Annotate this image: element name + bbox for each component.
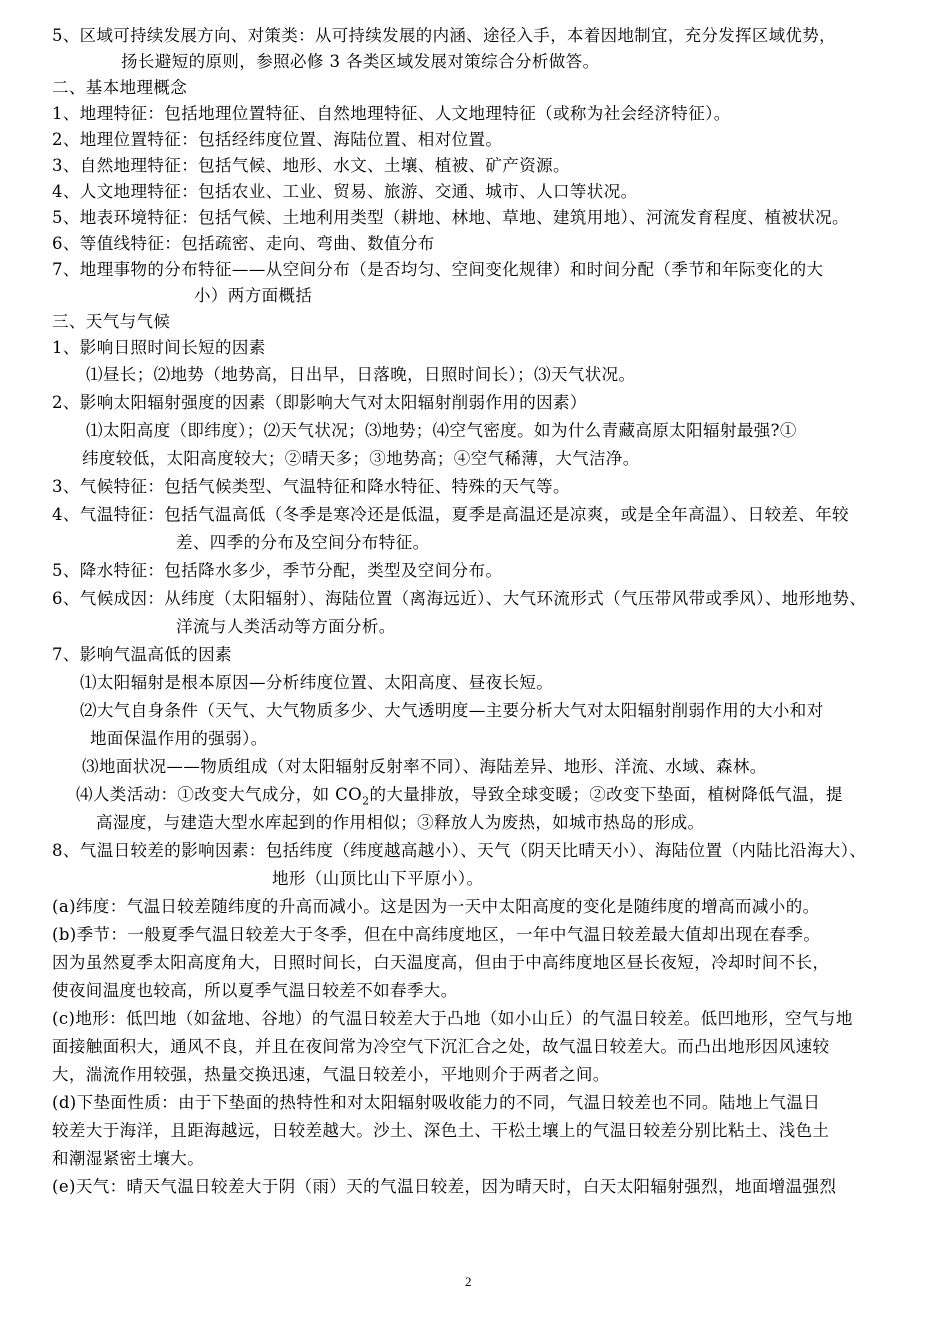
text-line: 1、地理特征：包括地理位置特征、自然地理特征、人文地理特征（或称为社会经济特征）。: [52, 104, 731, 123]
text-line: 5、区域可持续发展方向、对策类：从可持续发展的内涵、途径入手，本着因地制宜，充分发挥区域优势，: [52, 26, 836, 45]
text-line: (c)地形：低凹地（如盆地、谷地）的气温日较差大于凸地（如小山丘）的气温日较差。低凹地形，空气与地: [52, 1009, 853, 1028]
text-line: 小）两方面概括: [194, 286, 313, 305]
text-line: ⑵大气自身条件（天气、大气物质多少、大气透明度—主要分析大气对太阳辐射削弱作用的大小和对: [80, 701, 824, 720]
text-line: (e)天气：晴天气温日较差大于阴（雨）天的气温日较差，因为晴天时，白天太阳辐射强烈，地面增温强烈: [52, 1177, 837, 1196]
text-line: 2、地理位置特征：包括经纬度位置、海陆位置、相对位置。: [52, 130, 503, 149]
text-line: 扬长避短的原则，参照必修 3 各类区域发展对策综合分析做答。: [121, 52, 600, 71]
text-line: 6、等值线特征：包括疏密、走向、弯曲、数值分布: [52, 234, 435, 253]
text-line: 4、人文地理特征：包括农业、工业、贸易、旅游、交通、城市、人口等状况。: [52, 182, 638, 201]
text-line: (d)下垫面性质：由于下垫面的热特性和对太阳辐射吸收能力的不同，气温日较差也不同。陆地上气温日: [52, 1093, 821, 1112]
text-line: 高湿度，与建造大型水库起到的作用相似；③释放人为废热，如城市热岛的形成。: [96, 813, 705, 832]
text-line: ⑶地面状况——物质组成（对太阳辐射反射率不同）、海陆差异、地形、洋流、水域、森林。: [82, 757, 767, 776]
text-line: [76, 784, 843, 812]
section-heading: 二、基本地理概念: [52, 78, 188, 97]
text-line: 较差大于海洋，且距海越远，日较差越大。沙土、深色土、干松土壤上的气温日较差分别比粘土、浅色土: [52, 1121, 830, 1140]
text-line: 地面保温作用的强弱）。: [90, 729, 268, 748]
text-line: 4、气温特征：包括气温高低（冬季是寒冷还是低温，夏季是高温还是凉爽，或是全年高温）、日较差、年较: [52, 505, 849, 524]
text-run: ⑷人类活动：①改变大气成分，如 CO: [76, 785, 363, 804]
text-line: 纬度较低，太阳高度较大；②晴天多；③地势高；④空气稀薄，大气洁净。: [82, 449, 640, 468]
page-number: 2: [465, 1274, 472, 1289]
text-line: 6、气候成因：从纬度（太阳辐射）、海陆位置（离海远近）、大气环流形式（气压带风带或季风）、地形地势、: [52, 589, 867, 608]
text-line: 7、地理事物的分布特征——从空间分布（是否均匀、空间变化规律）和时间分配（季节和年际变化的大: [52, 260, 824, 279]
text-line: 和潮湿紧密土壤大。: [52, 1149, 205, 1168]
text-line: (b)季节：一般夏季气温日较差大于冬季，但在中高纬度地区，一年中气温日较差最大值却出现在春季。: [52, 925, 821, 944]
text-line: 2、影响太阳辐射强度的因素（即影响大气对太阳辐射削弱作用的因素）: [52, 393, 587, 412]
text-line: ⑴昼长；⑵地势（地势高，日出早，日落晚，日照时间长）；⑶天气状况。: [86, 365, 636, 384]
text-line: 7、影响气温高低的因素: [52, 645, 232, 664]
text-line: (a)纬度：气温日较差随纬度的升高而减小。这是因为一天中太阳高度的变化是随纬度的增高而减小的。: [52, 897, 820, 916]
text-line: ⑴太阳高度（即纬度）；⑵天气状况；⑶地势；⑷空气密度。如为什么青藏高原太阳辐射最强?①: [86, 421, 797, 440]
text-run: 的大量排放，导致全球变暖；②改变下垫面，植树降低气温，提: [369, 785, 843, 804]
text-line: 洋流与人类活动等方面分析。: [176, 617, 396, 636]
text-line: 面接触面积大，通风不良，并且在夜间常为冷空气下沉汇合之处，故气温日较差大。而凸出地形因风速较: [52, 1037, 830, 1056]
text-line: 因为虽然夏季太阳高度角大，日照时间长，白天温度高，但由于中高纬度地区昼长夜短，冷却时间不长，: [52, 953, 830, 972]
text-line: ⑴太阳辐射是根本原因—分析纬度位置、太阳高度、昼夜长短。: [80, 673, 554, 692]
section-heading: 三、天气与气候: [52, 312, 171, 331]
text-line: 5、地表环境特征：包括气候、土地利用类型（耕地、林地、草地、建筑用地）、河流发育程度、植被状况。: [52, 208, 849, 227]
text-line: 使夜间温度也较高，所以夏季气温日较差不如春季大。: [52, 981, 458, 1000]
text-line: 1、影响日照时间长短的因素: [52, 338, 266, 357]
text-line: 5、降水特征：包括降水多少，季节分配，类型及空间分布。: [52, 561, 503, 580]
text-line: 地形（山顶比山下平原小）。: [272, 869, 484, 888]
text-line: 8、气温日较差的影响因素：包括纬度（纬度越高越小）、天气（阴天比晴天小）、海陆位置（内陆比沿海大）、: [52, 841, 867, 860]
text-line: 3、气候特征：包括气候类型、气温特征和降水特征、特殊的天气等。: [52, 477, 570, 496]
text-line: 差、四季的分布及空间分布特征。: [176, 533, 430, 552]
text-line: 3、自然地理特征：包括气候、地形、水文、土壤、植被、矿产资源。: [52, 156, 570, 175]
text-line: 大，湍流作用较强，热量交换迅速，气温日较差小，平地则介于两者之间。: [52, 1065, 610, 1084]
subscript: 2: [362, 794, 370, 808]
